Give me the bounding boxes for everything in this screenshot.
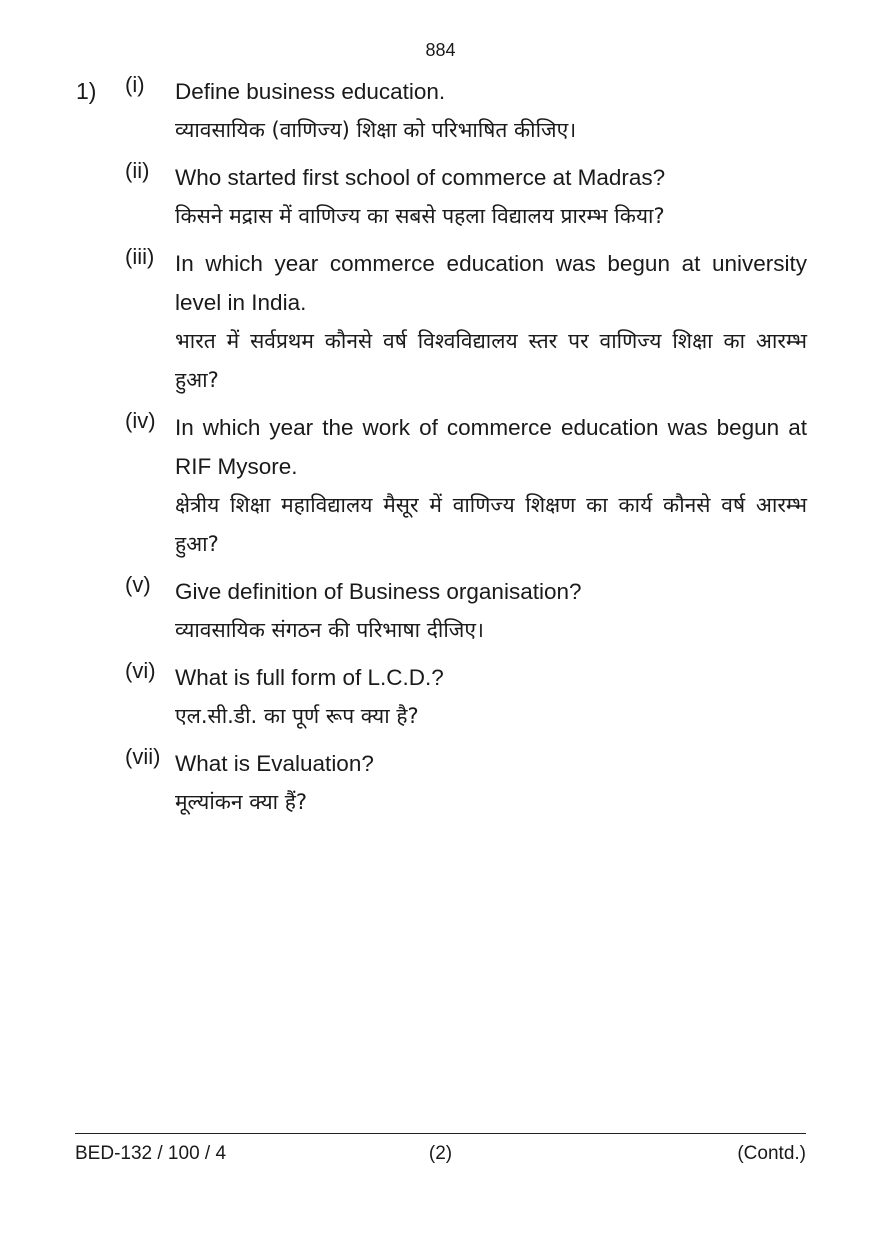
question-text-hindi: किसने मद्रास में वाणिज्य का सबसे पहला विद्यालय प्रारम्भ किया? [175, 204, 665, 228]
question-text-hindi: भारत में सर्वप्रथम कौनसे वर्ष विश्वविद्यालय स्तर पर वाणिज्य शिक्षा का आरम्भ हुआ? [175, 329, 807, 392]
page-number: 884 [425, 40, 456, 60]
footer-page-number: (2) [428, 1143, 453, 1164]
sub-question [125, 408, 807, 564]
question-text-hindi: व्यावसायिक संगठन की परिभाषा दीजिए। [175, 618, 484, 642]
question-text-english: What is Evaluation? [175, 751, 374, 776]
question-text-hindi: मूल्यांकन क्या हैं? [175, 790, 308, 814]
question-text-hindi: क्षेत्रीय शिक्षा महाविद्यालय मैसूर में वाणिज्य शिक्षण का कार्य कौनसे वर्ष आरम्भ हुआ? [175, 493, 807, 556]
question-text-english: What is full form of L.C.D.? [175, 665, 444, 690]
sub-question [125, 244, 807, 400]
sub-question-numeral: (ii) [125, 158, 150, 183]
sub-question-numeral: (i) [125, 72, 145, 97]
question-text-english: In which year the work of commerce education was begun at RIF Mysore. [175, 415, 807, 479]
paper-code: BED-132 / 100 / 4 [75, 1143, 227, 1164]
continued-label: (Contd.) [737, 1143, 806, 1164]
sub-question [125, 744, 807, 822]
question-text-english: In which year commerce education was begun at university level in India. [175, 251, 807, 315]
footer-divider [75, 1133, 806, 1134]
question-text-english: Define business education. [175, 79, 446, 104]
sub-question-numeral: (vii) [125, 744, 161, 769]
question-number: 1) [76, 78, 97, 104]
sub-question-numeral: (iii) [125, 244, 155, 269]
sub-question-numeral: (vi) [125, 658, 156, 683]
question-items [125, 72, 807, 836]
question-text-hindi: व्यावसायिक (वाणिज्य) शिक्षा को परिभाषित कीजिए। [175, 118, 577, 142]
sub-question [125, 158, 807, 236]
question-text-hindi: एल.सी.डी. का पूर्ण रूप क्या है? [175, 704, 419, 728]
sub-question [125, 572, 807, 650]
question-text-english: Who started first school of commerce at Madras? [175, 165, 666, 190]
sub-question-numeral: (iv) [125, 408, 156, 433]
question-text-english: Give definition of Business organisation? [175, 579, 582, 604]
sub-question-numeral: (v) [125, 572, 151, 597]
sub-question [125, 72, 807, 150]
sub-question [125, 658, 807, 736]
